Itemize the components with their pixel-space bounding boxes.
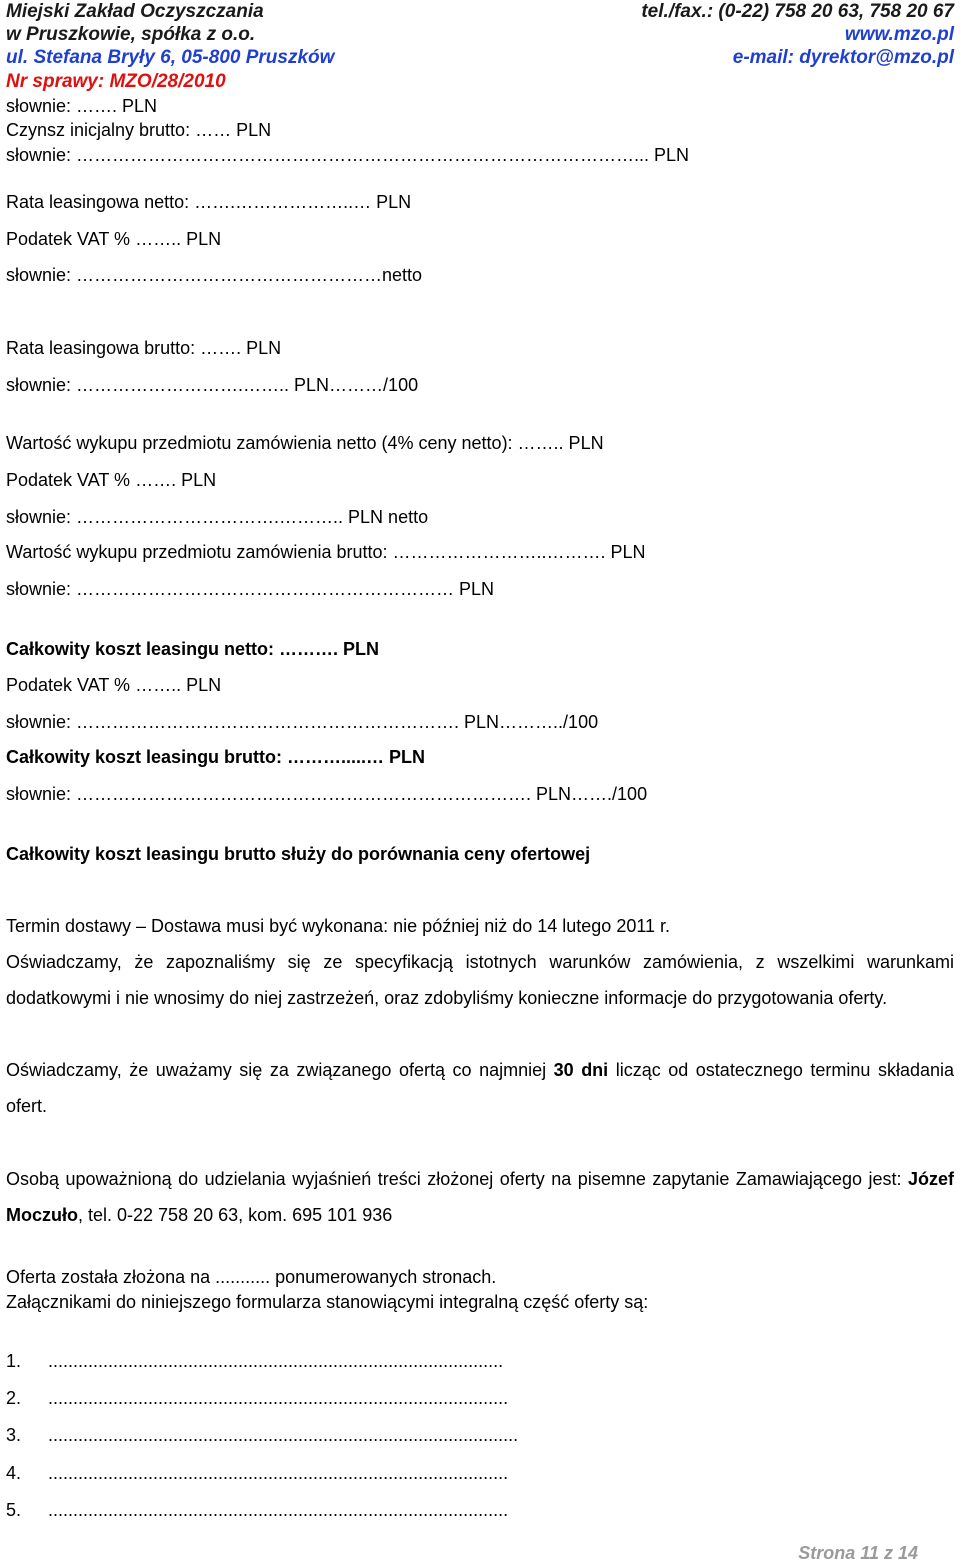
statement-2: Oświadczamy, że uważamy się za związanego ofertą co najmniej 30 dni licząc od ostatecznego terminu składania ofert. xyxy=(6,1060,955,1116)
case-number: Nr sprawy: MZO/28/2010 xyxy=(6,71,226,92)
buyout-gross-line: Wartość wykupu przedmiotu zamówienia brutto: ……………………..………. PLN xyxy=(6,542,646,562)
slownie-line-3: słownie: ……………………………………………netto xyxy=(6,265,423,285)
contact-person-statement: Osobą upoważnioną do udzielania wyjaśnień treści złożonej oferty na pisemne zapytanie Zamawiającego jest: Józef Moczuło, tel. 0-22 758 20 63, kom. 695 101 936 xyxy=(6,1169,954,1225)
list-item: 3. .............................................................................................. xyxy=(6,1425,519,1445)
phone-fax: tel./fax.: (0-22) 758 20 63, 758 20 67 xyxy=(641,1,954,22)
page-number: Strona 11 z 14 xyxy=(798,1543,918,1563)
buyout-net-line: Wartość wykupu przedmiotu zamówienia netto (4% ceny netto): …….. PLN xyxy=(6,433,604,453)
email-link[interactable]: e-mail: dyrektor@mzo.pl xyxy=(732,47,954,68)
slownie-line-6: słownie: ……………………………………………………… PLN xyxy=(6,579,495,599)
slownie-line-1: słownie: ……. PLN xyxy=(6,96,158,116)
list-item: 4. ............................................................................................ xyxy=(6,1463,509,1483)
company-city: w Pruszkowie, spółka z o.o. xyxy=(6,24,256,45)
vat-line-2: Podatek VAT % ……. PLN xyxy=(6,470,217,490)
total-cost-note: Całkowity koszt leasingu brutto służy do porównania ceny ofertowej xyxy=(6,844,591,864)
attachments-intro: Załącznikami do niniejszego formularza stanowiącymi integralną część oferty są: xyxy=(6,1292,649,1312)
slownie-line-7: słownie: ………………………………………………………. PLN………../100 xyxy=(6,712,599,732)
list-item: 1. ........................................................................................... xyxy=(6,1351,504,1371)
lease-rate-gross-line: Rata leasingowa brutto: ……. PLN xyxy=(6,338,282,358)
website-link[interactable]: www.mzo.pl xyxy=(844,24,954,45)
slownie-line-4: słownie: ……………………….…….. PLN………/100 xyxy=(6,375,419,395)
slownie-line-8: słownie: …………………………………………………………………. PLN……./100 xyxy=(6,784,648,804)
vat-line-3: Podatek VAT % …….. PLN xyxy=(6,675,222,695)
slownie-line-2: słownie: …………………………………………………………………………………... PLN xyxy=(6,145,690,165)
offer-pages-line: Oferta została złożona na ........... ponumerowanych stronach. xyxy=(6,1267,497,1287)
initial-rent-line: Czynsz inicjalny brutto: …… PLN xyxy=(6,120,272,140)
statement-1: Oświadczamy, że zapoznaliśmy się ze specyfikacją istotnych warunków zamówienia, z wszelkimi warunkami dodatkowymi i nie wnosimy do niej zastrzeżeń, oraz zdobyliśmy konieczne informacje do przygotowania oferty. xyxy=(6,952,954,1008)
lease-rate-net-line: Rata leasingowa netto: …….………………..… PLN xyxy=(6,192,412,212)
company-address: ul. Stefana Bryły 6, 05-800 Pruszków xyxy=(6,47,335,68)
total-cost-gross-line: Całkowity koszt leasingu brutto: ……….....… PLN xyxy=(6,747,426,767)
vat-line-1: Podatek VAT % …….. PLN xyxy=(6,229,222,249)
list-item: 2. ............................................................................................ xyxy=(6,1388,509,1408)
delivery-term: Termin dostawy – Dostawa musi być wykonana: nie później niż do 14 lutego 2011 r. xyxy=(6,916,671,936)
company-name: Miejski Zakład Oczyszczania xyxy=(6,1,264,22)
list-item: 5. ............................................................................................ xyxy=(6,1500,509,1520)
total-cost-net-line: Całkowity koszt leasingu netto: ………. PLN xyxy=(6,639,380,659)
slownie-line-5: słownie: …………………………….……….. PLN netto xyxy=(6,507,429,527)
